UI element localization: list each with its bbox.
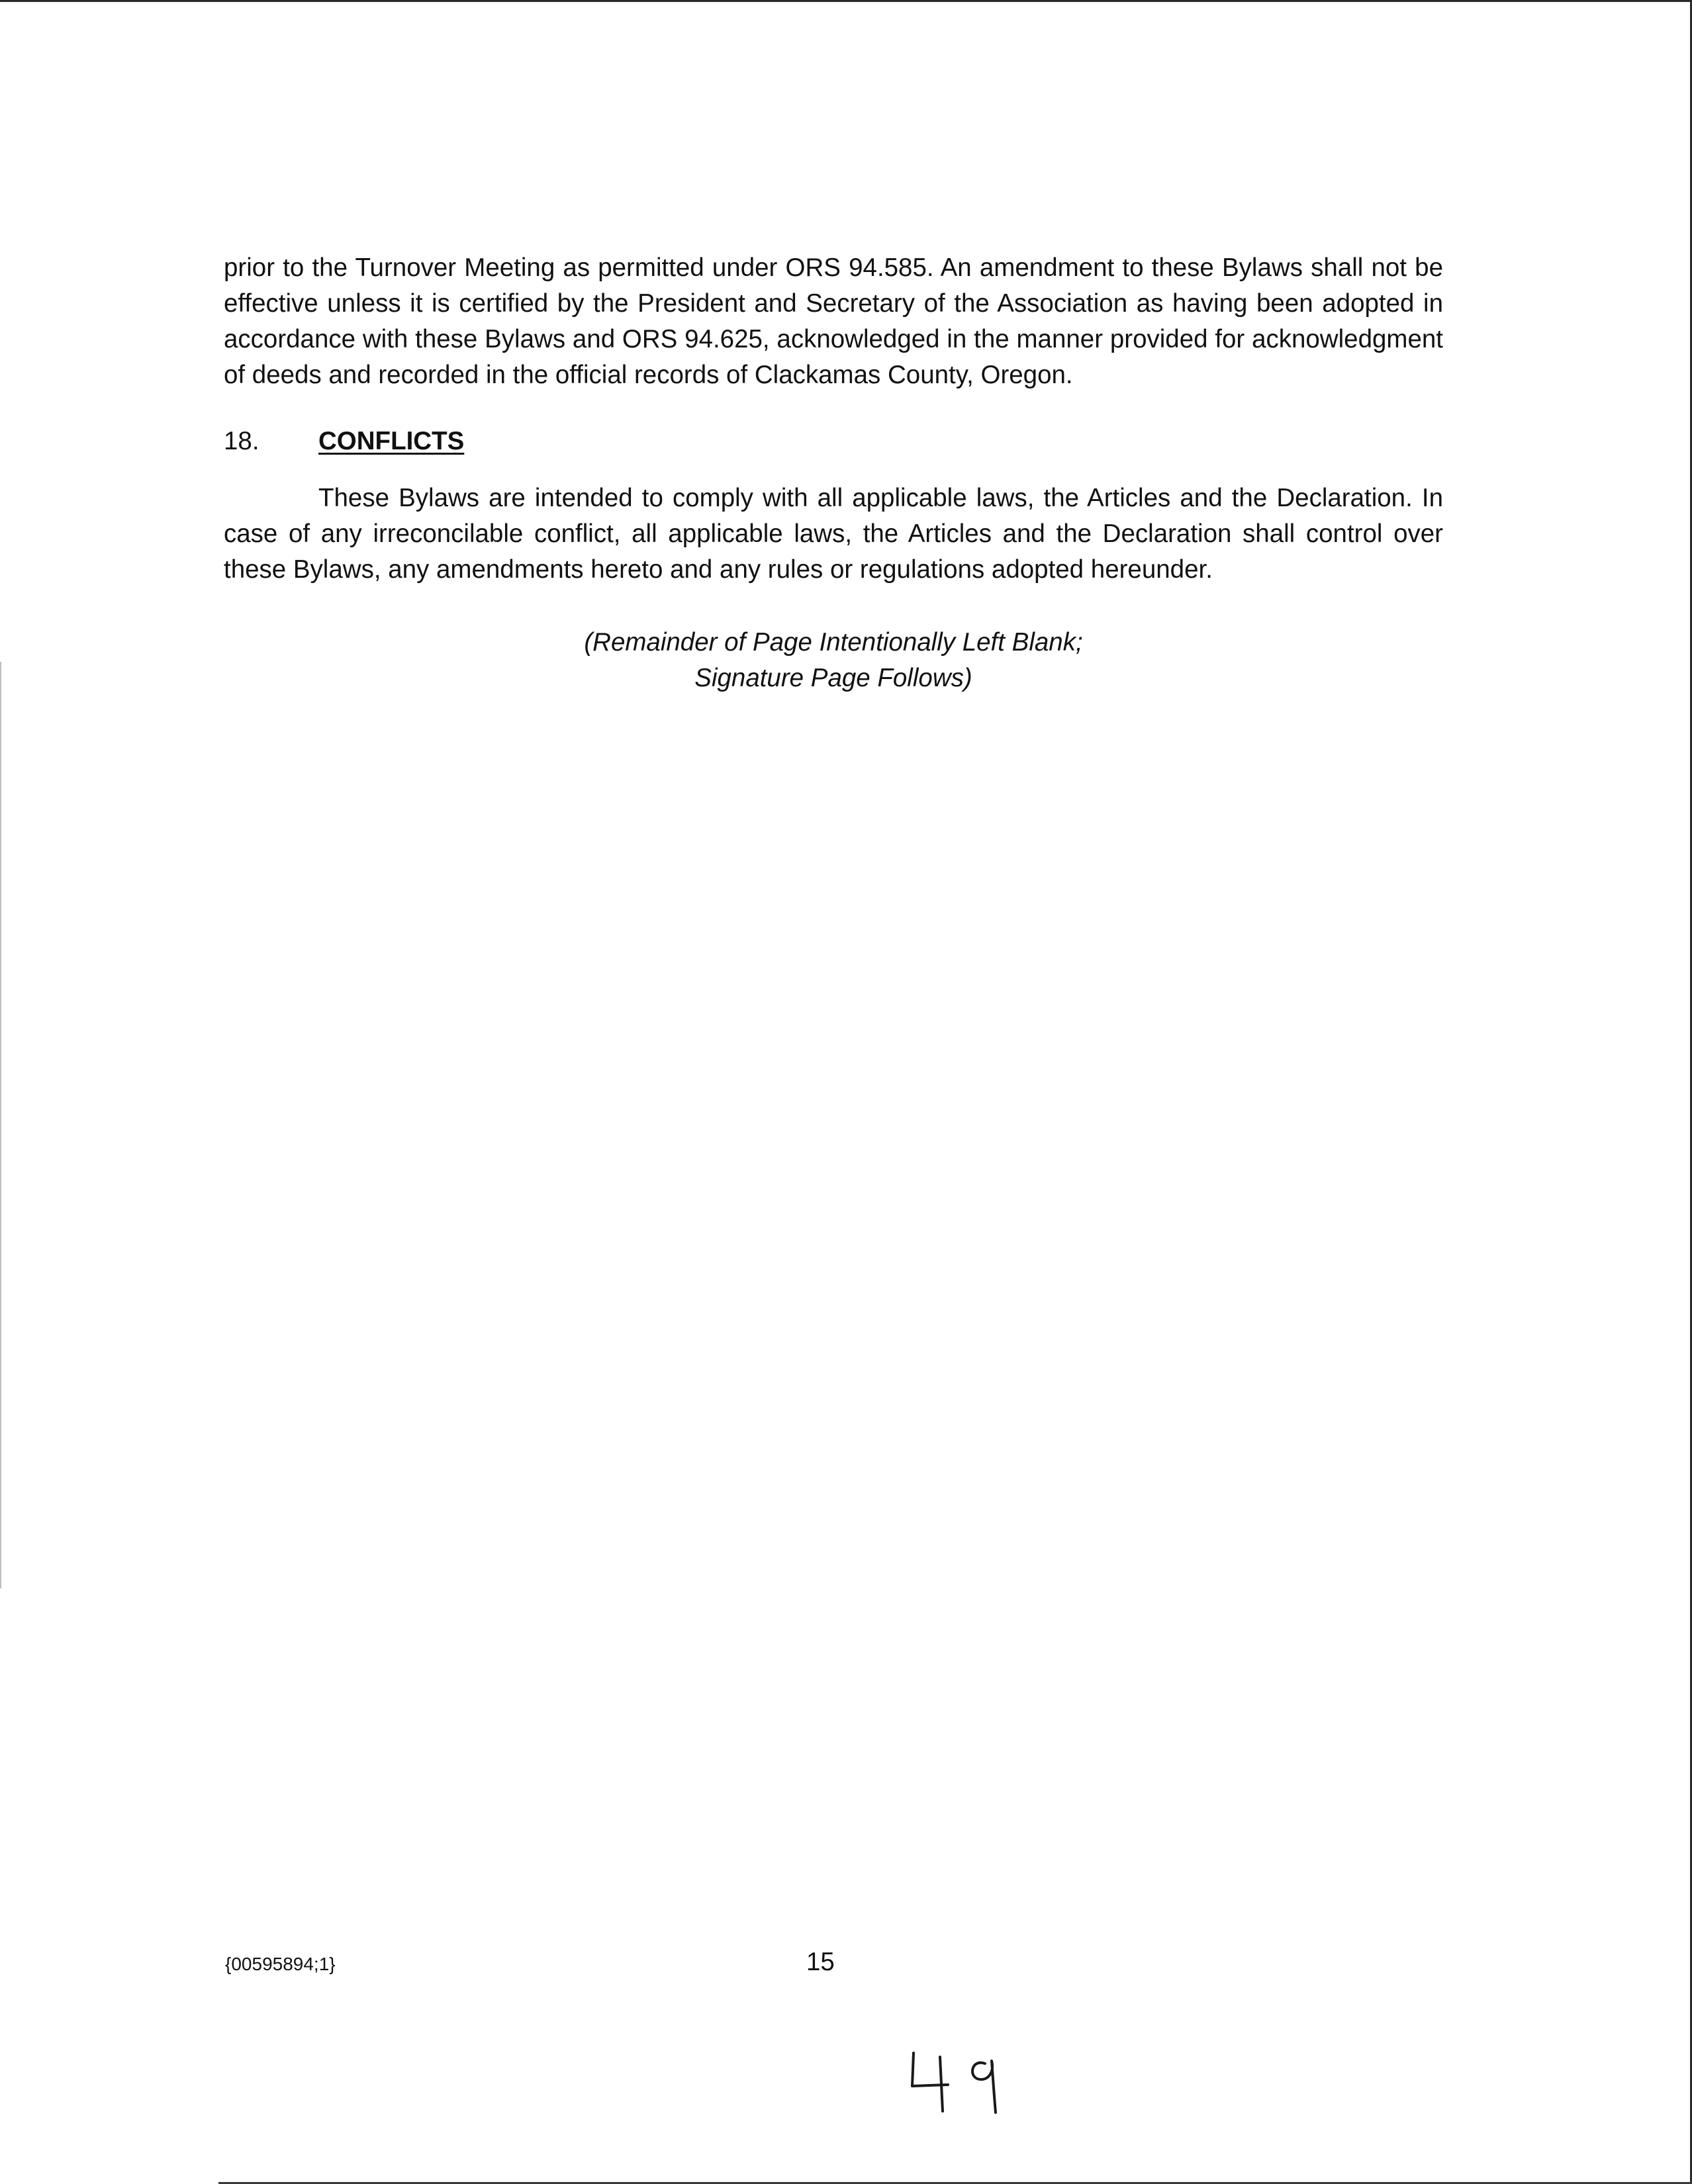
- remainder-note-line-2: Signature Page Follows): [694, 664, 972, 692]
- handwritten-page-number: [907, 2038, 1013, 2118]
- section-title: CONFLICTS: [318, 427, 465, 455]
- document-id: {00595894;1}: [225, 1954, 336, 1974]
- scan-border-left: [0, 662, 1, 1588]
- body-paragraph-1: prior to the Turnover Meeting as permitted under ORS 94.585. An amendment to these Bylaws shall not be effective unless it is certified by the President and Secretary of the Association as having been adopted in accordance with these Bylaws and ORS 94.625, acknowledged in the manner provided for acknowledgment of deeds and recorded in the official records of Clackamas County, Oregon.: [224, 253, 1443, 389]
- section-heading: [224, 424, 464, 459]
- section-number: 18.: [224, 427, 259, 455]
- scan-border-top: [0, 0, 1692, 2]
- page-number: 15: [806, 1948, 835, 1976]
- remainder-note-line-1: (Remainder of Page Intentionally Left Blank;: [584, 628, 1083, 657]
- body-paragraph-2: These Bylaws are intended to comply with all applicable laws, the Articles and the Declaration. In case of any irreconcilable conflict, all applicable laws, the Articles and the Declaration shall control over these Bylaws, any amendments hereto and any rules or regulations adopted hereunder.: [224, 484, 1443, 584]
- remainder-note: [224, 625, 1443, 696]
